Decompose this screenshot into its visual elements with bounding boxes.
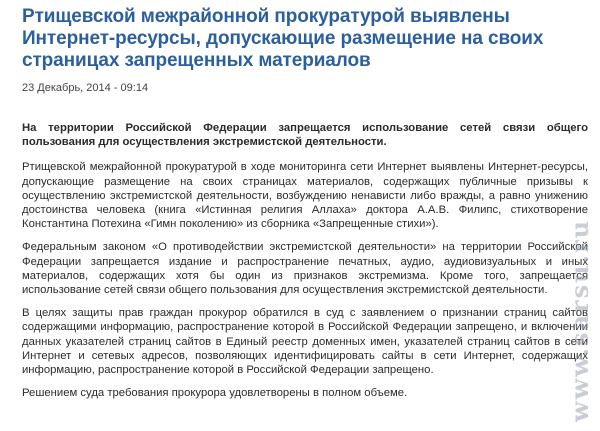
article-paragraph: Решением суда требования прокурора удовлетворены в полном объеме. [22, 387, 408, 400]
article-date: 23 Декабрь, 2014 - 09:14 [22, 82, 149, 94]
article-paragraph: Федеральным законом «О противодействии экстремистской деятельности» на территории Российской Федерации запрещается издание и распространение печатных, аудио, аудиовизуальных и иных материалов, содержащих хотя бы один из признаков экстремизма. Кроме того, запрещается использование сетей связи общего пользования для осуществления экстремистской деятельности. [22, 241, 588, 297]
article-paragraph: Ртищевской межрайонной прокуратурой в ходе мониторинга сети Интернет выявлены Интернет-ресурсы, допускающие размещение на своих страницах материалов, содержащих публичные призывы к осуществлению экстремистской деятельности, возбуждению ненависти либо вражды, а равно унижению достоинства человека (книга «Истинная религия Аллаха» доктора А.А.В. Филипс, стихотворение Константина Потехина «Гимн поколению» из сборника «Запрещенные стихи»). [22, 161, 588, 231]
article-lead-paragraph: На территории Российской Федерации запрещается использование сетей связи общего пользования для осуществления экстремистской деятельности. [22, 122, 588, 149]
article-body [22, 121, 588, 400]
watermark-text: www.sarsu.ru [566, 218, 594, 422]
article-paragraph: В целях защиты прав граждан прокурор обратился в суд с заявлением о признании страниц сайтов содержащими информацию, распространение которой в Российской Федерации запрещено, и включении данных указателей страниц сайтов в Единый реестр доменных имен, указателей страниц сайтов в сети Интернет и сетевых адресов, позволяющих идентифицировать сайты в сети Интернет, содержащих информацию, распространение которой в Российской Федерации запрещено. [22, 307, 588, 377]
article [22, 6, 588, 409]
article-title: Ртищевской межрайонной прокуратурой выявлены Интернет-ресурсы, допускающие размещение на своих страницах запрещенных материалов [22, 6, 544, 71]
